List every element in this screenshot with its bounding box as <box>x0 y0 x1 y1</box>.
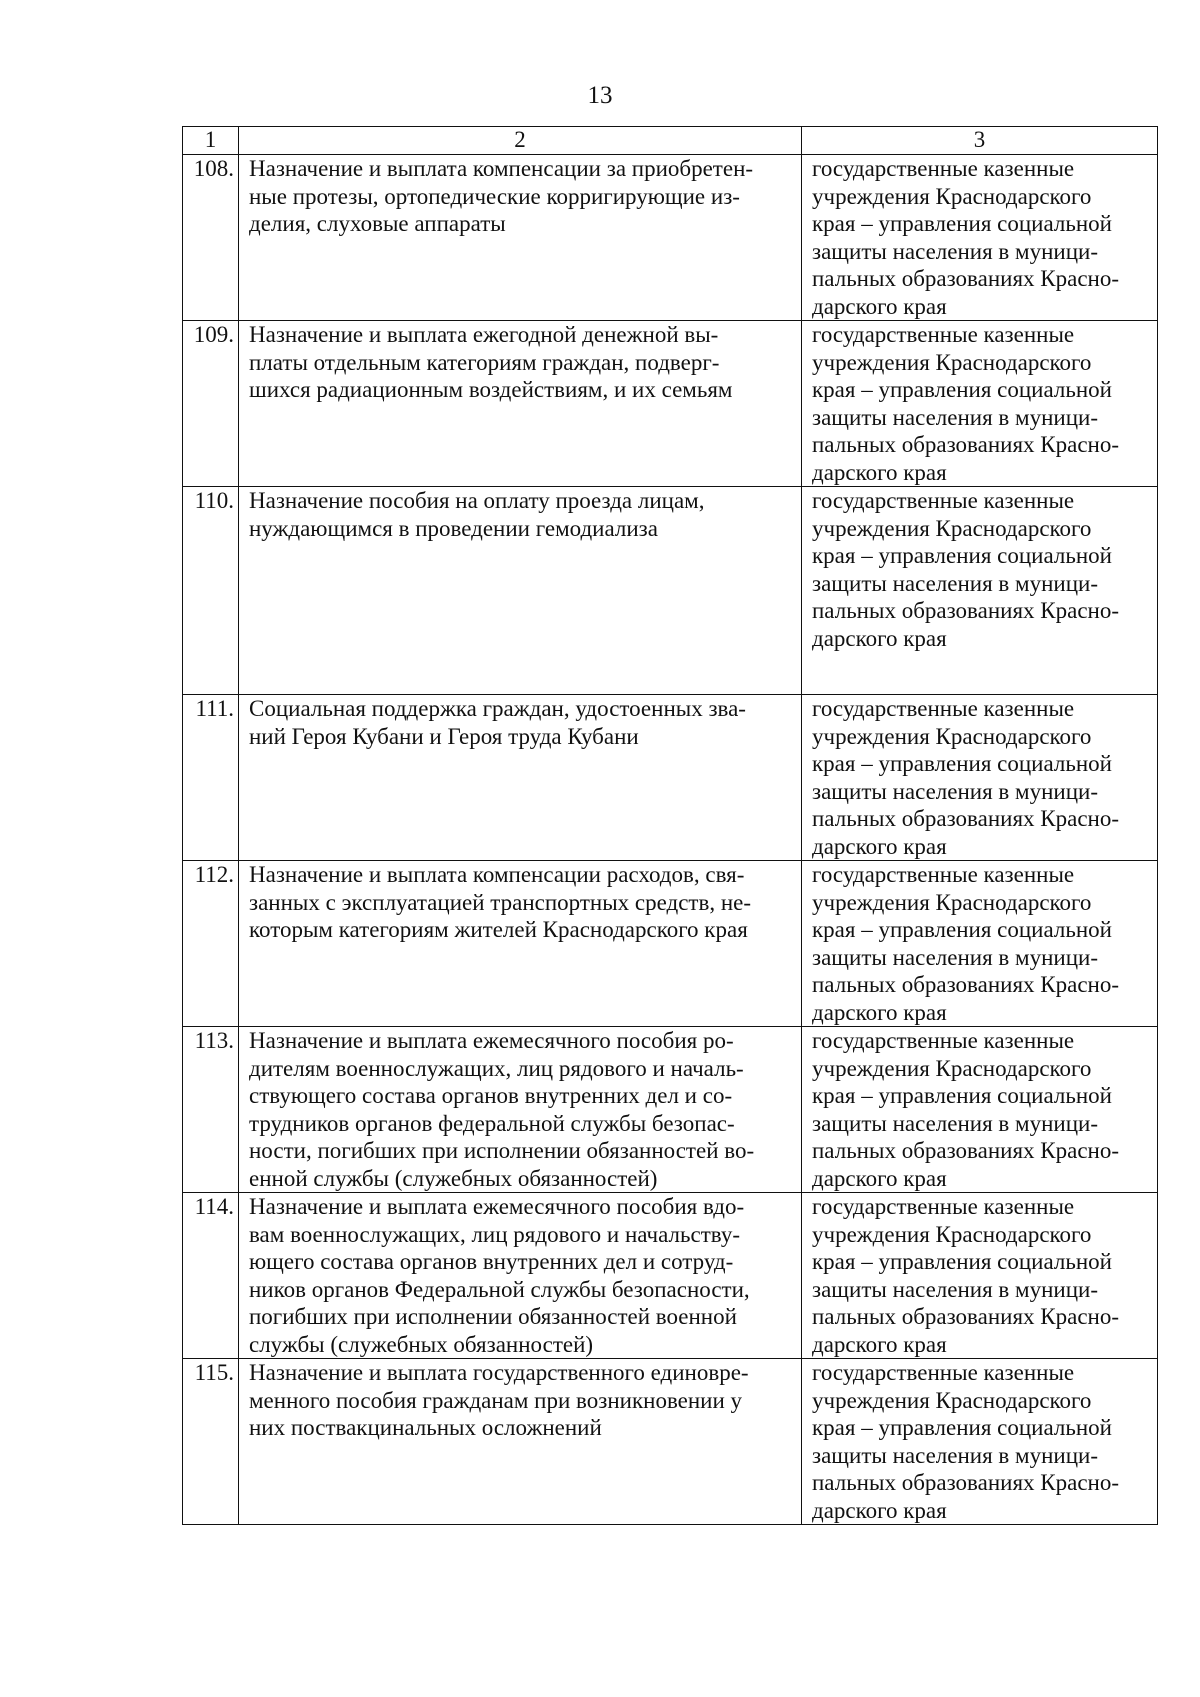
description-line: нуждающимся в проведении гемодиализа <box>249 515 658 541</box>
description-line: Назначение и выплата государственного единовре- <box>249 1360 749 1385</box>
page-number: 13 <box>587 82 613 109</box>
row-number: 114. <box>183 1193 239 1359</box>
organization-line: края – управления социальной <box>812 1415 1112 1440</box>
organization-line: пальных образованиях Красно- <box>812 266 1119 291</box>
description-line: трудников органов федеральной службы безопас- <box>249 1110 735 1136</box>
description-line: ющего состава органов внутренних дел и сотруд- <box>249 1249 734 1274</box>
organization-line: дарского края <box>812 293 947 319</box>
organization-line: государственные казенные <box>812 322 1075 347</box>
organization-line: пальных образованиях Красно- <box>812 806 1119 831</box>
organization-line: края – управления социальной <box>812 917 1112 942</box>
organization-line: дарского края <box>812 1331 947 1357</box>
table-row <box>183 487 1158 695</box>
organization-line: государственные казенные <box>812 156 1075 181</box>
service-description <box>239 695 802 861</box>
description-line: Социальная поддержка граждан, удостоенных зва- <box>249 696 746 721</box>
organization-line: края – управления социальной <box>812 377 1112 402</box>
description-line: делия, слуховые аппараты <box>249 211 506 236</box>
organization-line: защиты населения в муници- <box>812 570 1098 596</box>
description-line: шихся радиационным воздействиям, и их семьям <box>249 377 733 402</box>
organization-line: учреждения Краснодарского <box>812 349 1092 375</box>
description-line: Назначение и выплата ежемесячного пособия вдо- <box>249 1194 745 1219</box>
description-line: них поствакцинальных осложнений <box>249 1415 602 1440</box>
description-line: погибших при исполнении обязанностей военной <box>249 1304 737 1329</box>
organization-line: пальных образованиях Красно- <box>812 432 1119 457</box>
column-header-2: 2 <box>239 127 802 155</box>
service-description <box>239 1359 802 1525</box>
description-line: занных с эксплуатацией транспортных средств, не- <box>249 889 752 915</box>
organization-line: дарского края <box>812 833 947 859</box>
service-description <box>239 1193 802 1359</box>
description-line: платы отдельным категориям граждан, подверг- <box>249 349 720 375</box>
responsible-organization <box>802 487 1158 695</box>
organization-line: государственные казенные <box>812 1028 1075 1053</box>
organization-line: дарского края <box>812 1497 947 1523</box>
responsible-organization <box>802 155 1158 321</box>
organization-line: учреждения Краснодарского <box>812 515 1092 541</box>
description-line: ствующего состава органов внутренних дел и со- <box>249 1083 733 1108</box>
organization-line: государственные казенные <box>812 488 1075 513</box>
organization-line: защиты населения в муници- <box>812 1110 1098 1136</box>
table-row <box>183 1193 1158 1359</box>
organization-line: края – управления социальной <box>812 751 1112 776</box>
services-table <box>182 126 1158 1525</box>
description-line: Назначение и выплата компенсации за приобретен- <box>249 156 754 181</box>
table-body <box>183 155 1158 1525</box>
organization-line: пальных образованиях Красно- <box>812 598 1119 623</box>
description-line: менного пособия гражданам при возникновении у <box>249 1387 743 1413</box>
organization-line: пальных образованиях Красно- <box>812 1138 1119 1163</box>
table-header-row <box>183 127 1158 155</box>
organization-line: учреждения Краснодарского <box>812 1387 1092 1413</box>
description-line: Назначение и выплата компенсации расходов, свя- <box>249 862 745 887</box>
organization-line: государственные казенные <box>812 862 1075 887</box>
organization-line: дарского края <box>812 1165 947 1191</box>
responsible-organization <box>802 1027 1158 1193</box>
row-number: 111. <box>183 695 239 861</box>
organization-line: государственные казенные <box>812 1194 1075 1219</box>
row-number: 109. <box>183 321 239 487</box>
table-row <box>183 861 1158 1027</box>
organization-line: учреждения Краснодарского <box>812 889 1092 915</box>
organization-line: дарского края <box>812 625 947 651</box>
service-description <box>239 155 802 321</box>
organization-line: учреждения Краснодарского <box>812 723 1092 749</box>
table-row <box>183 155 1158 321</box>
organization-line: пальных образованиях Красно- <box>812 1304 1119 1329</box>
service-description <box>239 321 802 487</box>
responsible-organization <box>802 861 1158 1027</box>
description-line: Назначение и выплата ежемесячного пособия ро- <box>249 1028 734 1053</box>
responsible-organization <box>802 1193 1158 1359</box>
organization-line: пальных образованиях Красно- <box>812 972 1119 997</box>
responsible-organization <box>802 321 1158 487</box>
description-line: ности, погибших при исполнении обязанностей во- <box>249 1138 755 1163</box>
table-row <box>183 1359 1158 1525</box>
organization-line: защиты населения в муници- <box>812 404 1098 430</box>
organization-line: защиты населения в муници- <box>812 1442 1098 1468</box>
description-line: службы (служебных обязанностей) <box>249 1331 594 1357</box>
organization-line: защиты населения в муници- <box>812 778 1098 804</box>
description-line: ные протезы, ортопедические корригирующие из- <box>249 183 740 209</box>
service-description <box>239 1027 802 1193</box>
organization-line: государственные казенные <box>812 1360 1075 1385</box>
organization-line: учреждения Краснодарского <box>812 183 1092 209</box>
description-line: вам военнослужащих, лиц рядового и начальству- <box>249 1221 740 1247</box>
table-row <box>183 695 1158 861</box>
row-number: 110. <box>183 487 239 695</box>
description-line: ний Героя Кубани и Героя труда Кубани <box>249 723 639 749</box>
organization-line: дарского края <box>812 999 947 1025</box>
organization-line: края – управления социальной <box>812 211 1112 236</box>
responsible-organization <box>802 695 1158 861</box>
organization-line: края – управления социальной <box>812 1249 1112 1274</box>
organization-line: пальных образованиях Красно- <box>812 1470 1119 1495</box>
organization-line: края – управления социальной <box>812 543 1112 568</box>
responsible-organization <box>802 1359 1158 1525</box>
table-row <box>183 321 1158 487</box>
organization-line: учреждения Краснодарского <box>812 1055 1092 1081</box>
organization-line: дарского края <box>812 459 947 485</box>
table-row <box>183 1027 1158 1193</box>
organization-line: учреждения Краснодарского <box>812 1221 1092 1247</box>
row-number: 115. <box>183 1359 239 1525</box>
row-number: 112. <box>183 861 239 1027</box>
row-number: 108. <box>183 155 239 321</box>
service-description <box>239 861 802 1027</box>
organization-line: защиты населения в муници- <box>812 944 1098 970</box>
organization-line: защиты населения в муници- <box>812 238 1098 264</box>
column-header-3: 3 <box>802 127 1158 155</box>
description-line: Назначение пособия на оплату проезда лицам, <box>249 488 705 513</box>
organization-line: края – управления социальной <box>812 1083 1112 1108</box>
column-header-1: 1 <box>183 127 239 155</box>
description-line: дителям военнослужащих, лиц рядового и началь- <box>249 1055 744 1081</box>
description-line: енной службы (служебных обязанностей) <box>249 1165 658 1191</box>
organization-line: государственные казенные <box>812 696 1075 721</box>
row-number: 113. <box>183 1027 239 1193</box>
description-line: ников органов Федеральной службы безопасности, <box>249 1276 750 1302</box>
description-line: которым категориям жителей Краснодарского края <box>249 917 748 942</box>
organization-line: защиты населения в муници- <box>812 1276 1098 1302</box>
description-line: Назначение и выплата ежегодной денежной вы- <box>249 322 719 347</box>
service-description <box>239 487 802 695</box>
